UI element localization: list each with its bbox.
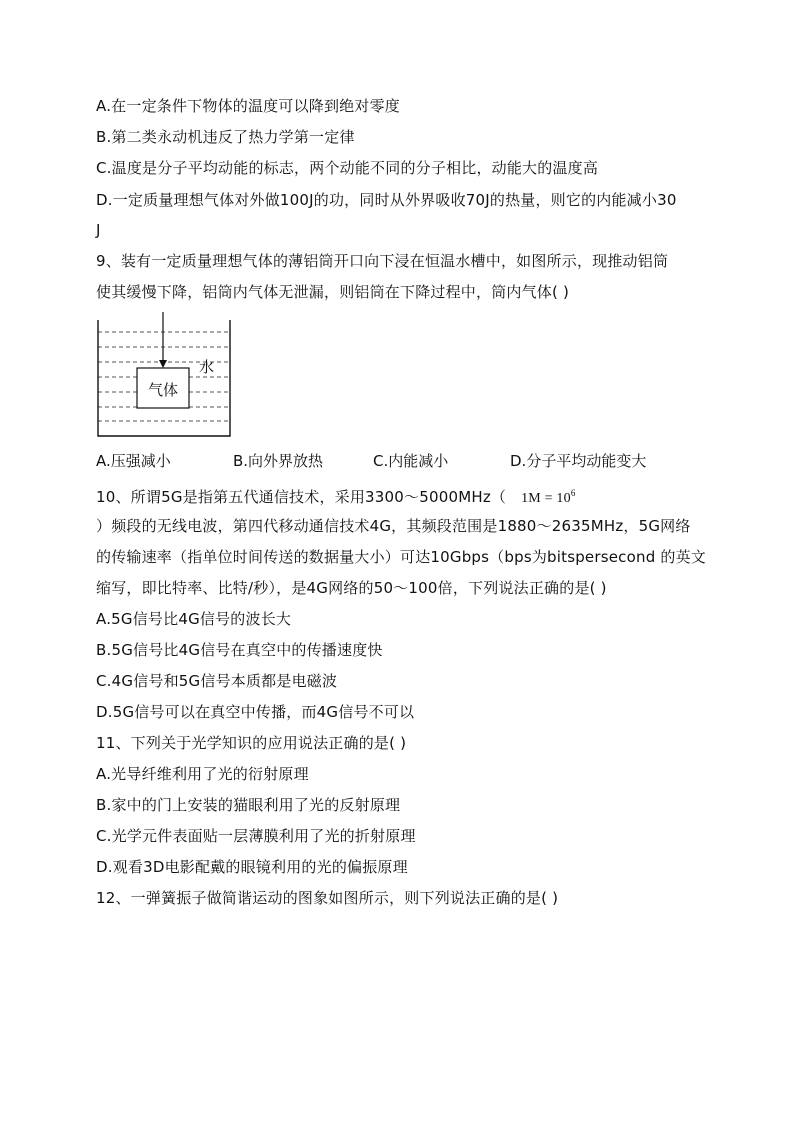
q9-option-d: D.分子平均动能变大 xyxy=(510,452,647,470)
q8-option-a: A.在一定条件下物体的温度可以降到绝对零度 xyxy=(96,97,400,115)
q10-option-b: B.5G信号比4G信号在真空中的传播速度快 xyxy=(96,641,383,659)
arrow-down-icon xyxy=(159,360,167,368)
q9-stem-line2: 使其缓慢下降，铝筒内气体无泄漏，则铝筒在下降过程中，筒内气体( ) xyxy=(96,283,570,301)
q10-stem-line1 xyxy=(96,483,576,509)
water-label: 水 xyxy=(199,358,215,376)
q10-unit-formula xyxy=(521,488,576,506)
q10-stem-text: 10、所谓5G是指第五代通信技术，采用3300～5000MHz（ xyxy=(96,488,507,506)
q9-stem-line1: 9、装有一定质量理想气体的薄铝筒开口向下浸在恒温水槽中，如图所示，现推动铝筒 xyxy=(96,252,669,270)
q8-option-c: C.温度是分子平均动能的标志，两个动能不同的分子相比，动能大的温度高 xyxy=(96,159,599,177)
q11-option-a: A.光导纤维利用了光的衍射原理 xyxy=(96,765,309,783)
q10-stem-line2: ）频段的无线电波，第四代移动通信技术4G，其频段范围是1880～2635MHz，5G网络 xyxy=(96,517,691,535)
q10-option-a: A.5G信号比4G信号的波长大 xyxy=(96,610,292,628)
q11-option-b: B.家中的门上安装的猫眼利用了光的反射原理 xyxy=(96,796,401,814)
q9-water-tank-figure xyxy=(92,308,240,442)
gas-label: 气体 xyxy=(147,381,179,399)
q10-stem-line4: 缩写，即比特率、比特/秒），是4G网络的50～100倍，下列说法正确的是( ) xyxy=(96,579,607,597)
q9-option-a: A.压强减小 xyxy=(96,452,171,470)
q8-option-b: B.第二类永动机违反了热力学第一定律 xyxy=(96,128,355,146)
formula-base: 1M = 10 xyxy=(521,491,571,506)
q9-option-b: B.向外界放热 xyxy=(233,452,324,470)
formula-exponent: 6 xyxy=(570,488,576,498)
q10-stem-line3: 的传输速率（指单位时间传送的数据量大小）可达10Gbps（bps为bitspersecond 的英文 xyxy=(96,548,706,566)
q12-stem: 12、一弹簧振子做简谐运动的图象如图所示，则下列说法正确的是( ) xyxy=(96,889,559,907)
q9-option-c: C.内能减小 xyxy=(373,452,449,470)
q11-option-d: D.观看3D电影配戴的眼镜利用的光的偏振原理 xyxy=(96,858,408,876)
q11-option-c: C.光学元件表面贴一层薄膜利用了光的折射原理 xyxy=(96,827,416,845)
q8-option-d: D.一定质量理想气体对外做100J的功，同时从外界吸收70J的热量，则它的内能减小30 xyxy=(96,191,677,209)
q10-option-c: C.4G信号和5G信号本质都是电磁波 xyxy=(96,672,338,690)
q8-option-d-continued: J xyxy=(96,221,101,239)
q10-option-d: D.5G信号可以在真空中传播，而4G信号不可以 xyxy=(96,703,415,721)
q11-stem: 11、下列关于光学知识的应用说法正确的是( ) xyxy=(96,734,407,752)
